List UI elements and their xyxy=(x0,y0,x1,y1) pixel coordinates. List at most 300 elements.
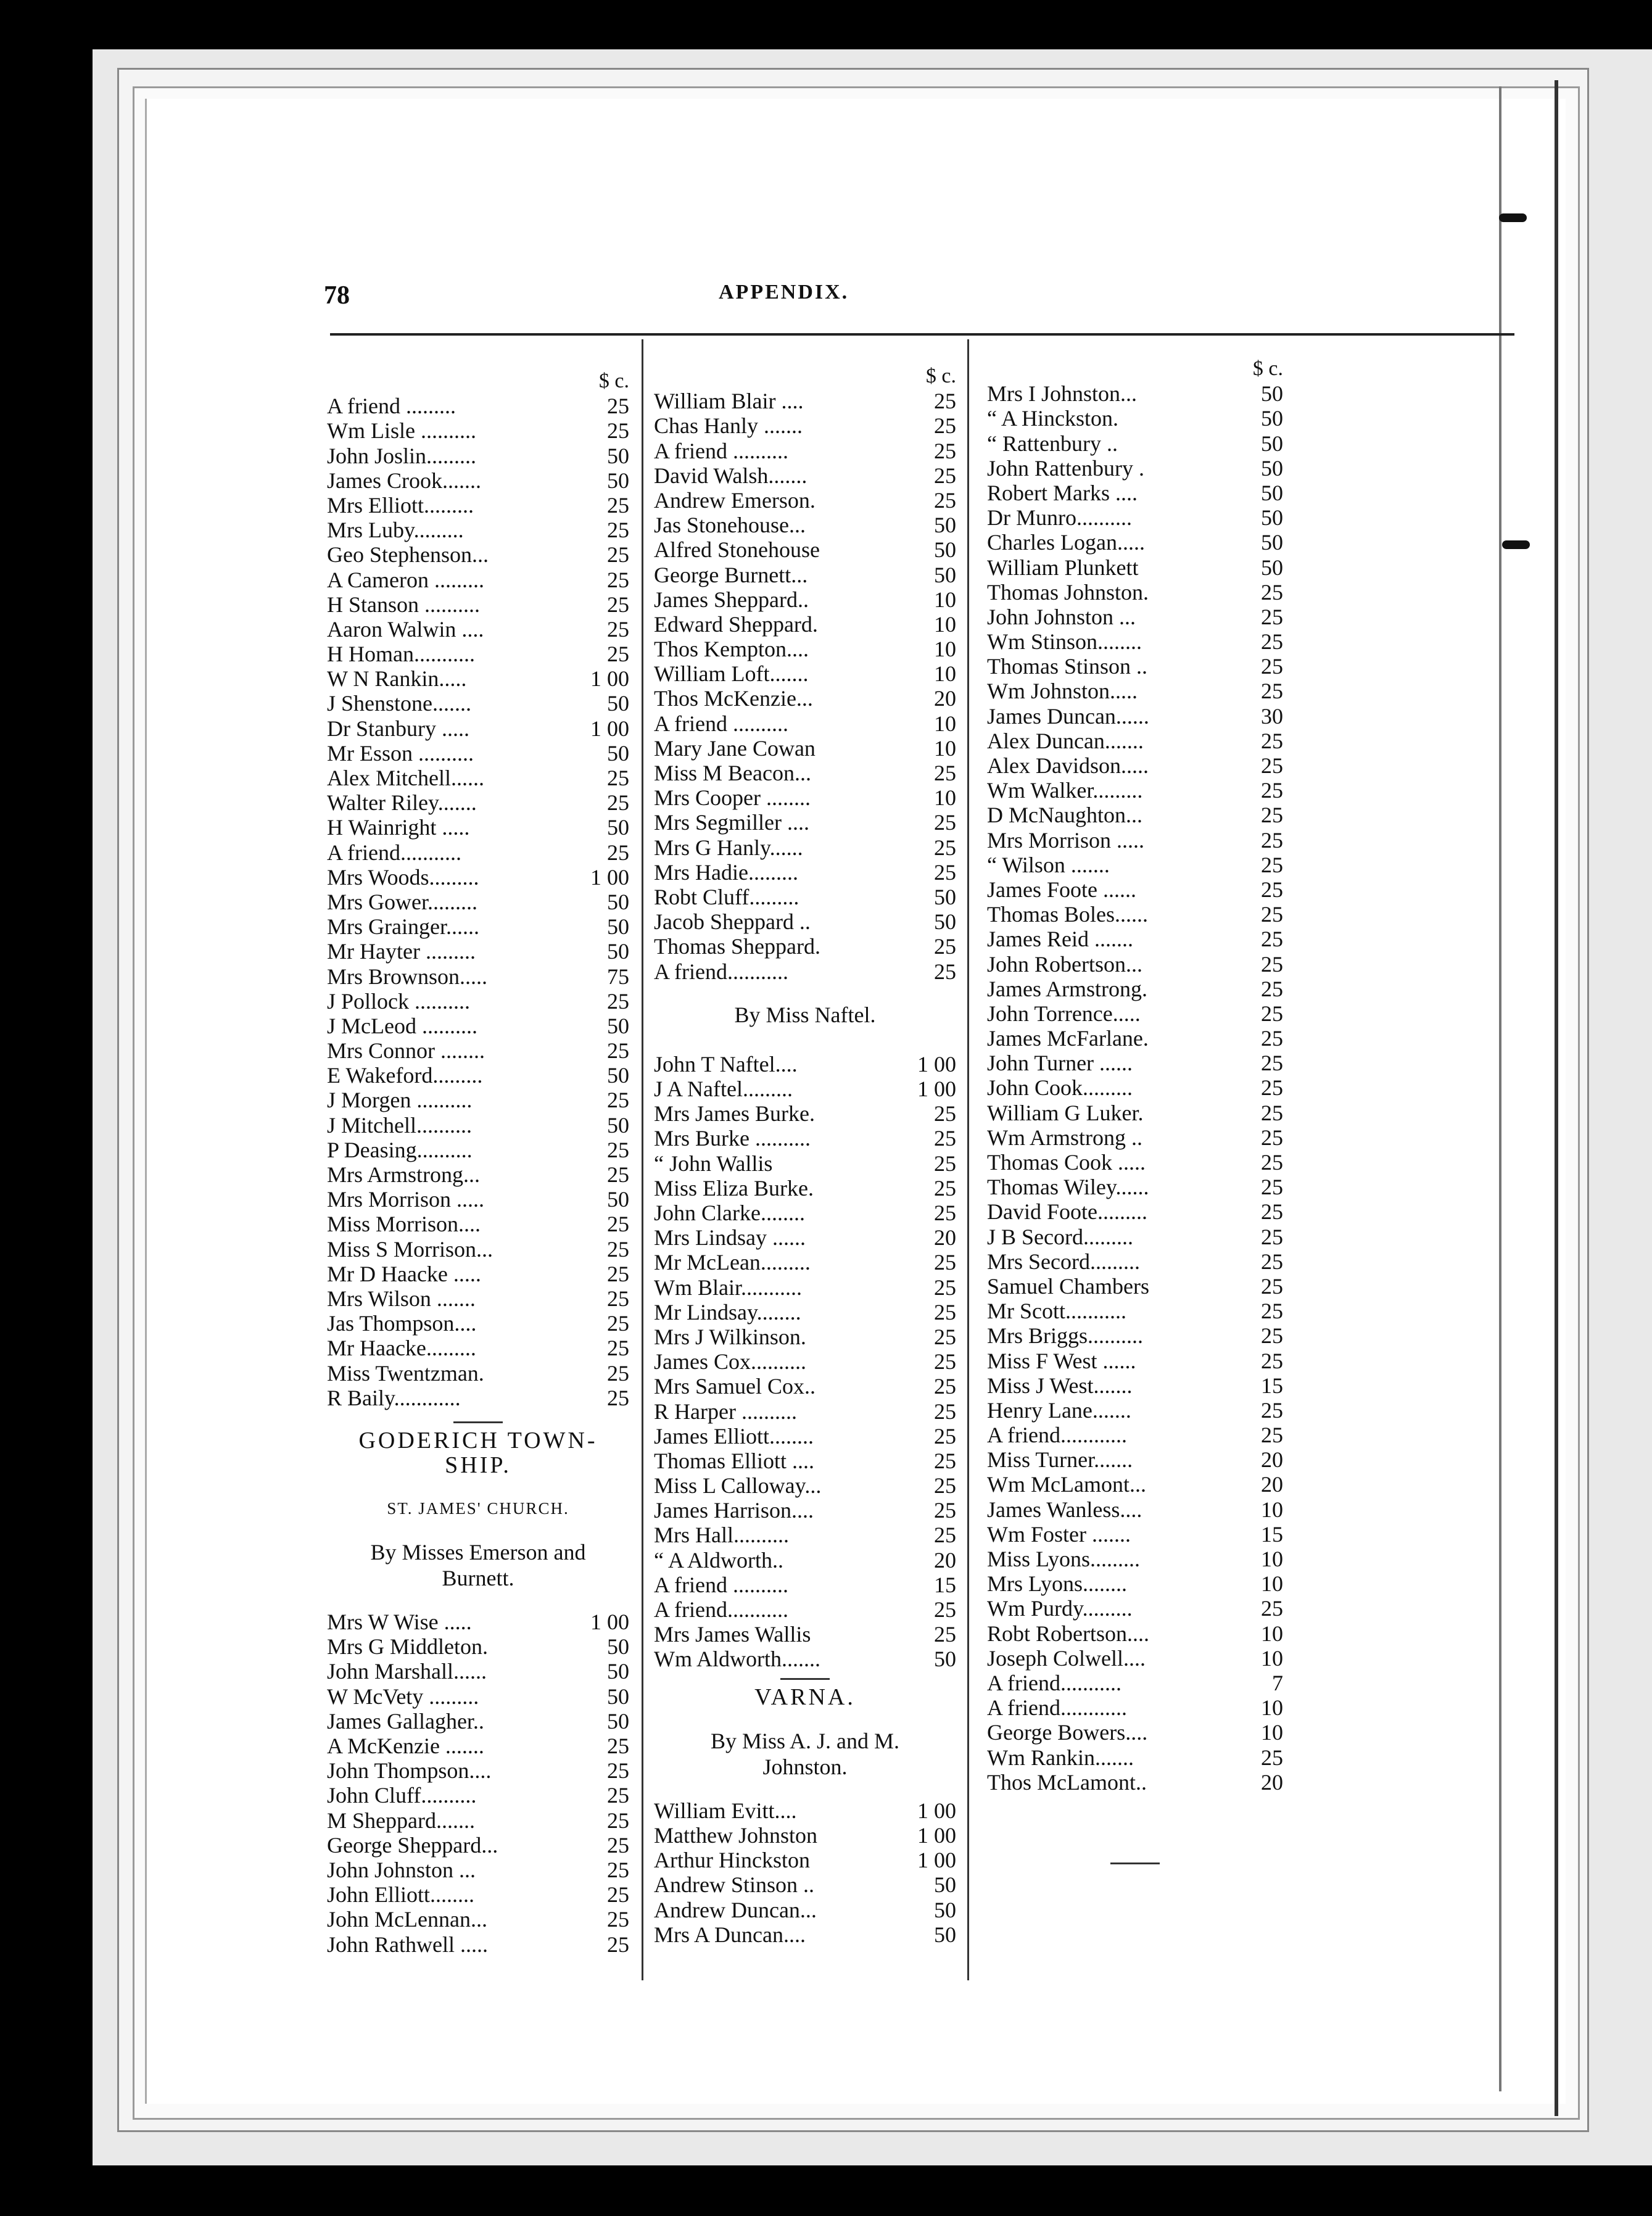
donor-name: Mr Scott........... xyxy=(987,1299,1127,1324)
currency-header: $ c. xyxy=(1252,357,1283,380)
donor-name: Mrs J Wilkinson. xyxy=(654,1324,806,1349)
donor-name: A Cameron ......... xyxy=(327,567,484,592)
section-rule xyxy=(780,1678,830,1680)
list-item xyxy=(654,1052,956,1077)
donor-name: John McLennan... xyxy=(327,1907,487,1932)
donor-name: A friend........... xyxy=(654,1597,788,1623)
list-item xyxy=(987,679,1283,703)
list-item xyxy=(987,704,1283,729)
donation-amount: 20 xyxy=(934,1547,956,1573)
donation-amount: 25 xyxy=(607,1758,629,1784)
donation-amount: 50 xyxy=(607,1187,629,1212)
list-item xyxy=(327,716,629,741)
donor-name: Thomas Cook ..... xyxy=(987,1150,1146,1175)
list-item xyxy=(327,1634,629,1659)
donor-name: Andrew Stinson .. xyxy=(654,1872,814,1898)
donation-amount: 7 xyxy=(1272,1670,1283,1695)
donor-name: J A Naftel......... xyxy=(654,1077,793,1102)
donation-amount: 25 xyxy=(607,1932,629,1957)
donation-amount: 25 xyxy=(934,389,956,414)
donation-amount: 25 xyxy=(607,840,629,865)
donor-name: A friend .......... xyxy=(654,711,788,736)
donor-name: James Cox.......... xyxy=(654,1349,806,1375)
list-item xyxy=(987,1472,1283,1497)
list-item xyxy=(654,1176,956,1201)
donor-name: Miss Turner....... xyxy=(987,1447,1133,1473)
donation-amount: 1 00 xyxy=(917,1822,956,1848)
list-item xyxy=(987,1447,1283,1472)
donor-name: Charles Logan..... xyxy=(987,530,1145,555)
list-item xyxy=(327,766,629,790)
list-item xyxy=(654,513,956,537)
list-item xyxy=(654,1077,956,1101)
donation-amount: 25 xyxy=(1261,1026,1283,1051)
donor-name: Mrs Lyons........ xyxy=(987,1571,1128,1597)
list-item xyxy=(987,1199,1283,1224)
list-item xyxy=(654,488,956,513)
donor-name: Mrs Grainger...... xyxy=(327,914,479,940)
donation-amount: 10 xyxy=(934,637,956,662)
donation-amount: 50 xyxy=(934,537,956,563)
subsection-st-james: ST. JAMES' CHURCH. xyxy=(387,1499,569,1518)
page-gutter-line xyxy=(1499,86,1501,2091)
donation-amount: 25 xyxy=(934,487,956,513)
list-item xyxy=(654,761,956,785)
list-item xyxy=(327,1286,629,1311)
list-item xyxy=(987,1671,1283,1695)
donor-name: George Burnett... xyxy=(654,562,808,587)
list-item xyxy=(987,1398,1283,1423)
list-item xyxy=(654,389,956,413)
list-item xyxy=(327,568,629,592)
donation-amount: 25 xyxy=(607,1311,629,1336)
list-item xyxy=(987,605,1283,629)
donation-amount: 25 xyxy=(607,418,629,444)
donor-name: Aaron Walwin .... xyxy=(327,616,484,642)
list-item xyxy=(654,686,956,711)
list-item xyxy=(987,902,1283,927)
list-item xyxy=(987,753,1283,778)
list-item xyxy=(327,642,629,666)
donor-name: Miss Twentzman. xyxy=(327,1360,484,1386)
donation-amount: 25 xyxy=(607,790,629,816)
donation-amount: 50 xyxy=(607,914,629,940)
list-item xyxy=(654,1898,956,1922)
list-item xyxy=(987,580,1283,605)
list-item xyxy=(327,1113,629,1138)
donor-name: Wm Armstrong .. xyxy=(987,1125,1142,1150)
donor-name: John Clarke........ xyxy=(654,1201,805,1226)
list-item xyxy=(987,1349,1283,1373)
donor-name: Mrs A Duncan.... xyxy=(654,1922,806,1947)
donor-name: Mrs G Middleton. xyxy=(327,1634,488,1660)
donation-amount: 25 xyxy=(934,934,956,959)
list-item xyxy=(987,1621,1283,1646)
donor-name: John Rattenbury . xyxy=(987,455,1144,481)
collector-naftel: By Miss Naftel. xyxy=(734,1002,876,1027)
donation-amount: 25 xyxy=(1261,1273,1283,1299)
list-item xyxy=(327,1336,629,1360)
donation-amount: 25 xyxy=(1261,902,1283,927)
donation-amount: 25 xyxy=(1261,1150,1283,1175)
list-item xyxy=(654,860,956,885)
donor-name: James Gallagher.. xyxy=(327,1708,484,1734)
donor-name: Miss Morrison.... xyxy=(327,1212,481,1237)
donor-name: W McVety ......... xyxy=(327,1684,479,1709)
donor-name: James Reid ....... xyxy=(987,927,1133,952)
donation-amount: 25 xyxy=(1261,728,1283,753)
donation-amount: 25 xyxy=(1261,1075,1283,1101)
donor-name: Wm Purdy......... xyxy=(987,1596,1133,1621)
list-item xyxy=(987,877,1283,902)
donor-name: Alex Duncan....... xyxy=(987,728,1144,753)
list-item xyxy=(654,439,956,463)
list-item xyxy=(327,1063,629,1088)
page-title: APPENDIX. xyxy=(719,281,849,304)
donation-amount: 25 xyxy=(1261,1001,1283,1026)
list-item xyxy=(654,1848,956,1872)
donor-name: H Wainright ..... xyxy=(327,815,470,840)
donation-amount: 15 xyxy=(1261,1373,1283,1398)
list-item xyxy=(327,1734,629,1758)
donation-amount: 25 xyxy=(607,1783,629,1808)
list-item xyxy=(987,530,1283,555)
donation-amount: 25 xyxy=(934,761,956,785)
donation-amount: 1 00 xyxy=(917,1077,956,1102)
donation-amount: 25 xyxy=(934,1175,956,1201)
donor-name: John Turner ...... xyxy=(987,1051,1133,1076)
list-item xyxy=(654,1573,956,1597)
list-item xyxy=(327,989,629,1014)
list-item xyxy=(654,736,956,761)
collector-emerson-burnett: By Misses Emerson and Burnett. xyxy=(370,1540,586,1591)
donor-name: Samuel Chambers xyxy=(987,1273,1149,1299)
donor-name: James Crook....... xyxy=(327,468,481,493)
donor-name: Thos Kempton.... xyxy=(654,637,809,662)
donor-name: Robert Marks .... xyxy=(987,480,1138,505)
donation-amount: 10 xyxy=(1261,1497,1283,1522)
list-item xyxy=(654,587,956,612)
list-item xyxy=(654,637,956,661)
col2-list-2 xyxy=(654,1052,956,1672)
donation-amount: 1 00 xyxy=(590,716,629,741)
list-item xyxy=(987,406,1283,431)
donation-amount: 25 xyxy=(1261,1745,1283,1770)
donation-amount: 25 xyxy=(1261,1175,1283,1200)
donor-name: Geo Stephenson... xyxy=(327,542,489,568)
list-item xyxy=(327,542,629,567)
donor-name: “ A Aldworth.. xyxy=(654,1547,784,1573)
column-3 xyxy=(987,357,1283,1869)
header-rule xyxy=(330,333,1514,336)
donor-name: James Foote ...... xyxy=(987,877,1136,902)
donor-name: Robt Robertson.... xyxy=(987,1621,1150,1646)
donation-amount: 25 xyxy=(934,1250,956,1275)
donation-amount: 25 xyxy=(1261,1299,1283,1324)
donor-name: Wm Foster ....... xyxy=(987,1521,1131,1547)
donor-name: M Sheppard....... xyxy=(327,1808,475,1833)
list-item xyxy=(327,1808,629,1833)
donor-name: R Baily............ xyxy=(327,1385,461,1410)
donor-name: Mrs Brownson..... xyxy=(327,964,488,989)
donor-name: Mrs Secord......... xyxy=(987,1249,1140,1274)
list-item xyxy=(987,1695,1283,1720)
donation-amount: 25 xyxy=(1261,1199,1283,1225)
list-item xyxy=(654,1349,956,1374)
list-item xyxy=(654,1798,956,1823)
donation-amount: 50 xyxy=(934,1922,956,1947)
list-item xyxy=(987,381,1283,406)
list-item xyxy=(987,1249,1283,1274)
donor-name: D McNaughton... xyxy=(987,803,1142,828)
donor-name: Mary Jane Cowan xyxy=(654,735,816,761)
list-item xyxy=(987,927,1283,951)
donation-amount: 25 xyxy=(1261,1397,1283,1423)
list-item xyxy=(654,1374,956,1399)
spacer xyxy=(327,1521,629,1539)
list-item xyxy=(987,778,1283,803)
list-item xyxy=(327,1187,629,1212)
donor-name: Alex Davidson..... xyxy=(987,753,1149,778)
donation-amount: 1 00 xyxy=(917,1051,956,1077)
list-item xyxy=(327,1833,629,1858)
donor-name: A friend .......... xyxy=(654,1572,788,1597)
list-item xyxy=(654,810,956,835)
donation-amount: 25 xyxy=(607,592,629,617)
collector-johnston: By Miss A. J. and M. Johnston. xyxy=(710,1728,900,1779)
donation-amount: 25 xyxy=(607,492,629,518)
list-item xyxy=(327,468,629,493)
donation-amount: 50 xyxy=(1261,480,1283,505)
list-item xyxy=(327,939,629,964)
list-item xyxy=(987,431,1283,456)
donor-name: Mr McLean......... xyxy=(654,1250,811,1275)
donation-amount: 50 xyxy=(607,740,629,766)
donor-name: E Wakeford......... xyxy=(327,1063,483,1088)
list-item xyxy=(654,413,956,438)
donation-amount: 25 xyxy=(934,1448,956,1473)
donor-name: Dr Munro.......... xyxy=(987,505,1132,531)
donor-name: A friend............ xyxy=(987,1423,1127,1448)
list-item xyxy=(654,909,956,934)
list-item xyxy=(654,1399,956,1424)
donor-name: James Armstrong. xyxy=(987,976,1147,1001)
donation-amount: 10 xyxy=(934,785,956,811)
donor-name: A McKenzie ....... xyxy=(327,1734,484,1759)
list-item xyxy=(327,1038,629,1063)
currency-header: $ c. xyxy=(598,370,629,392)
donor-name: Alfred Stonehouse xyxy=(654,537,820,563)
donor-name: Edward Sheppard. xyxy=(654,611,818,637)
donor-name: Mr Hayter ......... xyxy=(327,939,476,964)
list-item xyxy=(327,418,629,443)
column-end-rule xyxy=(1110,1863,1160,1864)
list-item xyxy=(987,952,1283,977)
list-item xyxy=(987,1373,1283,1398)
donor-name: Miss F West ...... xyxy=(987,1348,1136,1373)
list-item xyxy=(654,537,956,562)
donation-amount: 25 xyxy=(1261,1100,1283,1125)
donor-name: Mrs G Hanly...... xyxy=(654,835,803,860)
donation-amount: 1 00 xyxy=(917,1848,956,1873)
donor-name: Mrs Hadie......... xyxy=(654,859,798,885)
list-item xyxy=(327,1361,629,1386)
donor-name: Mrs Hall.......... xyxy=(654,1523,789,1548)
donor-name: George Sheppard... xyxy=(327,1832,498,1858)
donation-amount: 25 xyxy=(934,1324,956,1349)
donation-amount: 50 xyxy=(607,1013,629,1038)
donor-name: John Rathwell ..... xyxy=(327,1932,488,1957)
donor-name: “ A Hinckston. xyxy=(987,406,1118,431)
donor-name: John Johnston ... xyxy=(987,604,1136,629)
list-item xyxy=(327,1610,629,1634)
donation-amount: 25 xyxy=(934,463,956,488)
donor-name: Miss S Morrison... xyxy=(327,1236,494,1262)
list-item xyxy=(987,505,1283,530)
list-item xyxy=(987,629,1283,654)
donor-name: H Homan........... xyxy=(327,642,475,667)
donation-amount: 25 xyxy=(934,1399,956,1424)
donor-name: Miss L Calloway... xyxy=(654,1473,822,1499)
donor-name: Arthur Hinckston xyxy=(654,1848,810,1873)
donor-name: Thos McKenzie... xyxy=(654,686,813,711)
donation-amount: 25 xyxy=(934,1275,956,1300)
donor-name: Mrs Gower......... xyxy=(327,889,477,914)
donation-amount: 25 xyxy=(607,1832,629,1858)
donor-name: A friend........... xyxy=(327,840,461,865)
donation-amount: 25 xyxy=(934,959,956,984)
donor-name: Andrew Duncan... xyxy=(654,1897,817,1922)
donor-name: Jas Thompson.... xyxy=(327,1311,477,1336)
donor-name: James Harrison.... xyxy=(654,1498,814,1523)
list-item xyxy=(987,853,1283,877)
donor-name: John Joslin......... xyxy=(327,443,477,468)
spacer xyxy=(654,1027,956,1052)
list-item xyxy=(987,1101,1283,1125)
donation-amount: 25 xyxy=(1261,1051,1283,1076)
list-item xyxy=(327,1882,629,1907)
donation-amount: 25 xyxy=(607,1261,629,1286)
list-item xyxy=(987,1497,1283,1522)
donation-amount: 50 xyxy=(607,889,629,914)
donation-amount: 25 xyxy=(607,766,629,790)
donation-amount: 1 00 xyxy=(590,666,629,692)
donor-name: William Evitt.... xyxy=(654,1798,797,1823)
donation-amount: 25 xyxy=(607,567,629,592)
donor-name: James McFarlane. xyxy=(987,1026,1149,1051)
donation-amount: 25 xyxy=(1261,753,1283,778)
donation-amount: 25 xyxy=(607,642,629,667)
list-item xyxy=(327,914,629,939)
donation-amount: 50 xyxy=(1261,381,1283,407)
donation-amount: 25 xyxy=(1261,1224,1283,1249)
donor-name: John Robertson... xyxy=(987,951,1142,977)
donor-name: J Mitchell.......... xyxy=(327,1112,472,1138)
donor-name: Thos McLamont.. xyxy=(987,1769,1147,1795)
donor-name: “ Wilson ....... xyxy=(987,852,1110,877)
list-item xyxy=(654,1872,956,1897)
donation-amount: 50 xyxy=(934,1897,956,1922)
list-item xyxy=(654,1622,956,1647)
donor-name: John Thompson.... xyxy=(327,1758,492,1784)
donation-amount: 10 xyxy=(1261,1645,1283,1671)
list-item xyxy=(987,1745,1283,1770)
donation-amount: 25 xyxy=(934,1498,956,1523)
list-item xyxy=(327,1138,629,1162)
donation-amount: 15 xyxy=(934,1572,956,1597)
donor-name: Mrs James Wallis xyxy=(654,1622,811,1647)
list-item xyxy=(654,1647,956,1671)
donation-amount: 50 xyxy=(1261,431,1283,456)
donation-amount: 25 xyxy=(934,1523,956,1548)
donor-name: A friend ......... xyxy=(327,394,456,419)
list-item xyxy=(987,555,1283,580)
donor-name: Miss M Beacon... xyxy=(654,761,811,785)
donation-amount: 50 xyxy=(1261,530,1283,555)
list-item xyxy=(654,612,956,637)
list-item xyxy=(987,1646,1283,1671)
donation-amount: 25 xyxy=(607,1360,629,1386)
list-item xyxy=(987,1522,1283,1547)
donation-amount: 25 xyxy=(1261,654,1283,679)
donation-amount: 10 xyxy=(1261,1720,1283,1745)
list-item xyxy=(327,1014,629,1038)
donor-name: Mrs Morrison ..... xyxy=(327,1187,485,1212)
donor-name: Mrs Briggs.......... xyxy=(987,1323,1144,1349)
donor-name: W N Rankin..... xyxy=(327,666,467,692)
list-item xyxy=(987,1299,1283,1323)
donation-amount: 25 xyxy=(934,835,956,860)
list-item xyxy=(327,1758,629,1783)
donation-amount: 50 xyxy=(607,1634,629,1660)
donor-name: Mr Lindsay........ xyxy=(654,1299,801,1325)
list-item xyxy=(987,1423,1283,1447)
donation-amount: 25 xyxy=(934,859,956,885)
list-item xyxy=(654,661,956,686)
list-item xyxy=(327,592,629,617)
donor-name: Wm Johnston..... xyxy=(987,679,1138,704)
list-item xyxy=(987,1596,1283,1621)
donation-amount: 25 xyxy=(607,1385,629,1410)
donation-amount: 25 xyxy=(934,1374,956,1399)
donation-amount: 10 xyxy=(1261,1695,1283,1721)
donation-amount: 25 xyxy=(1261,951,1283,977)
donor-name: Mr Haacke......... xyxy=(327,1336,476,1361)
donor-name: “ John Wallis xyxy=(654,1151,773,1176)
donation-amount: 25 xyxy=(607,518,629,543)
donation-amount: 25 xyxy=(1261,877,1283,902)
list-item xyxy=(654,785,956,810)
donor-name: Mrs Armstrong... xyxy=(327,1162,481,1187)
donor-name: Wm McLamont... xyxy=(987,1472,1146,1497)
list-item xyxy=(987,1175,1283,1199)
donor-name: Robt Cluff......... xyxy=(654,884,799,909)
page-number: 78 xyxy=(324,281,350,310)
list-item xyxy=(327,518,629,542)
list-item xyxy=(987,1026,1283,1051)
donation-amount: 25 xyxy=(607,1137,629,1162)
donor-name: J Morgen .......... xyxy=(327,1088,473,1113)
donor-name: John Torrence..... xyxy=(987,1001,1141,1026)
list-item xyxy=(327,1162,629,1187)
donor-name: John Cook......... xyxy=(987,1075,1133,1101)
list-item xyxy=(327,1858,629,1882)
donor-name: John Elliott........ xyxy=(327,1882,475,1908)
donation-amount: 20 xyxy=(1261,1769,1283,1795)
list-item xyxy=(327,1311,629,1336)
donation-amount: 25 xyxy=(934,1201,956,1226)
col2-list xyxy=(654,389,956,984)
